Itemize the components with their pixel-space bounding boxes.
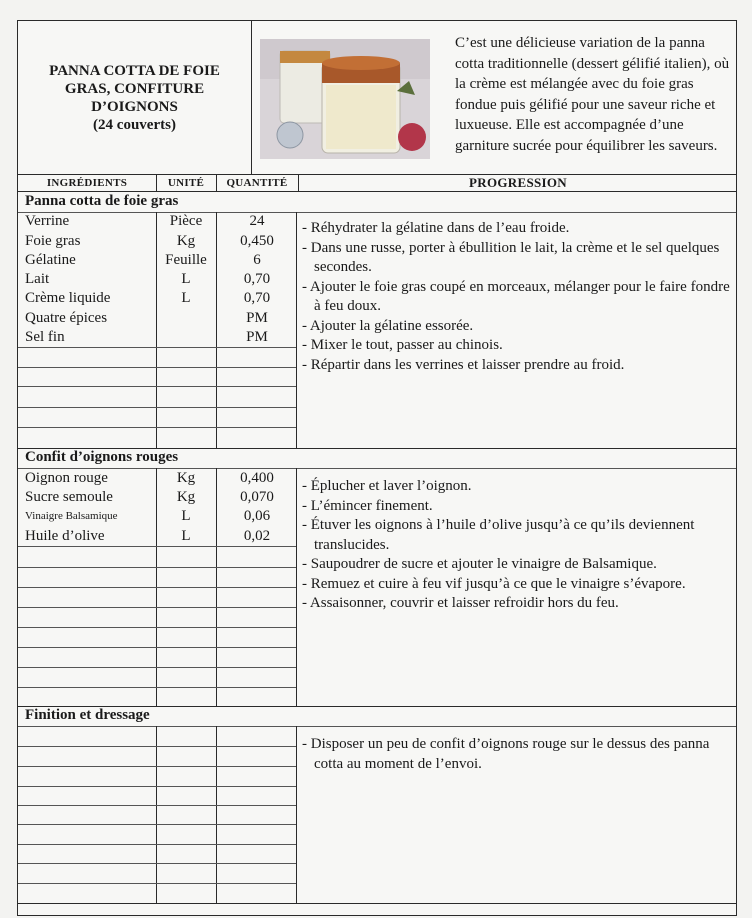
ingredient-qty: 0,70 <box>243 271 271 287</box>
progression-steps <box>302 477 732 614</box>
ingredient-qty: PM <box>246 310 268 326</box>
step-text: - L’émincer finement. <box>302 497 433 514</box>
ingredient-qty: 0,450 <box>240 233 274 249</box>
ingredient-unit <box>156 328 216 347</box>
recipe-photo <box>252 21 448 174</box>
ingredient-unit: Kg <box>176 489 196 505</box>
recipe-description: C’est une délicieuse variation de la panna cotta traditionnelle (dessert gélifié italien), où la crème est mélangée avec du foie gras fondue puis gélifié pour une saveur riche et luxueuse. Elle est accompagnée d’une garniture sucrée pour équilibrer les saveurs. <box>455 35 730 154</box>
ingredient-unit: Kg <box>176 470 196 486</box>
ingredient-qty: 6 <box>253 252 261 268</box>
ingredient-name: Oignon rouge <box>25 470 108 486</box>
ingredient-qty: 0,400 <box>240 470 274 486</box>
ingredient-qty: PM <box>246 329 268 345</box>
section-title: Panna cotta de foie gras <box>25 193 179 209</box>
panna-cotta-photo <box>252 21 448 174</box>
step-text: - Mixer le tout, passer au chinois. <box>302 337 503 353</box>
ingredient-unit: Kg <box>176 233 196 249</box>
ingredient-unit: L <box>181 290 191 306</box>
step-text: - Ajouter la gélatine essorée. <box>302 317 474 334</box>
ingredient-name: Sucre semoule <box>25 489 113 505</box>
ingredient-unit: L <box>181 271 191 287</box>
ingredient-name: Foie gras <box>25 233 81 249</box>
ingredient-name: Lait <box>25 271 50 287</box>
section-title: Confit d’oignons rouges <box>25 449 179 465</box>
col-progression: PROGRESSION <box>469 175 567 190</box>
section-title: Finition et dressage <box>25 707 150 723</box>
ingredient-name: Quatre épices <box>25 310 108 326</box>
progression-steps <box>302 219 732 375</box>
recipe-title-block <box>18 21 252 174</box>
ingredient-qty: 24 <box>249 213 265 229</box>
step-text: - Éplucher et laver l’oignon. <box>302 478 472 494</box>
ingredient-name: Verrine <box>25 213 70 229</box>
ingredient-name: Sel fin <box>25 329 65 345</box>
step-text: - Répartir dans les verrines et laisser prendre au froid. <box>302 356 625 373</box>
step-text: - Remuez et cuire à feu vif jusqu’à ce que le vinaigre s’évapore. <box>302 575 686 592</box>
ingredient-qty: 0,070 <box>240 489 274 505</box>
ingredient-name: Huile d’olive <box>25 528 105 544</box>
ingredient-name: Gélatine <box>25 252 76 268</box>
ingredient-unit: Feuille <box>165 252 207 268</box>
step-text: - Ajouter le foie gras coupé en morceaux, mélanger pour le faire fondre à feu doux. <box>302 278 730 314</box>
ingredient-unit <box>156 309 216 328</box>
step-text: - Assaisonner, couvrir et laisser refroidir hors du feu. <box>302 595 619 611</box>
ingredient-unit: L <box>181 508 191 524</box>
step-text: - Saupoudrer de sucre et ajouter le vinaigre de Balsamique. <box>302 556 657 572</box>
progression-steps <box>302 735 732 774</box>
step-text: - Disposer un peu de confit d’oignons rouge sur le dessus des panna cotta au moment de l’envoi. <box>302 736 710 772</box>
recipe-title: PANNA COTTA DE FOIE GRAS, CONFITURE D’OIGNONS <box>49 62 220 115</box>
ingredient-unit: Pièce <box>169 213 203 229</box>
step-text: - Dans une russe, porter à ébullition le lait, la crème et le sel quelques secondes. <box>302 239 720 275</box>
ingredient-qty: 0,70 <box>243 290 271 306</box>
step-text: - Étuver les oignons à l’huile d’olive jusqu’à ce qu’ils deviennent translucides. <box>302 517 695 553</box>
step-text: - Réhydrater la gélatine dans de l’eau froide. <box>302 220 570 236</box>
ingredient-name: Vinaigre Balsamique <box>25 510 118 522</box>
recipe-card <box>17 20 737 916</box>
col-quantity: QUANTITÉ <box>226 177 288 189</box>
ingredient-name: Crème liquide <box>25 290 111 306</box>
ingredient-unit: L <box>181 528 191 544</box>
ingredient-qty: 0,06 <box>243 508 271 524</box>
recipe-servings: (24 couverts) <box>93 116 176 133</box>
ingredient-qty: 0,02 <box>243 528 271 544</box>
col-ingredients: INGRÉDIENTS <box>46 177 128 189</box>
col-unit: UNITÉ <box>167 177 205 189</box>
